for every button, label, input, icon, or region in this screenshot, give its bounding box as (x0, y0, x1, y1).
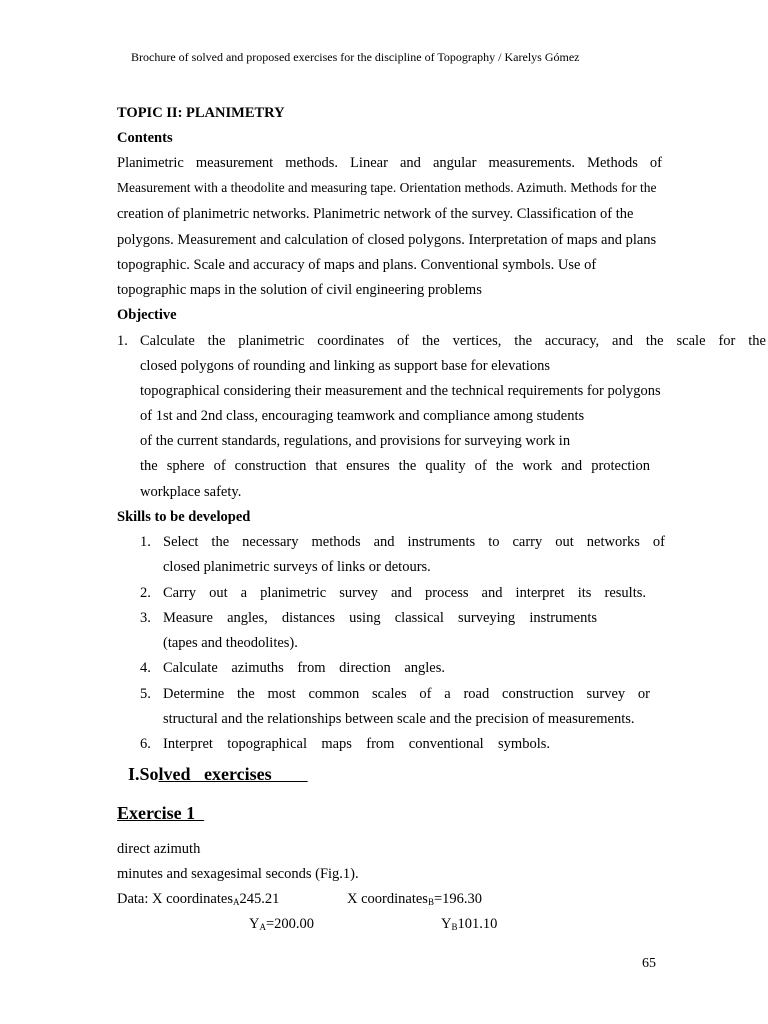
contents-line: creation of planimetric networks. Planimetric network of the survey. Classification of the (117, 206, 634, 222)
ya-value: =200.00 (265, 916, 315, 932)
skill-number: 5. (140, 686, 151, 702)
data-b-label: X coordinates (347, 891, 428, 907)
data-line-b (347, 891, 482, 908)
skills-heading: Skills to be developed (117, 509, 251, 525)
exercise-title: Exercise 1 (117, 803, 205, 823)
skill-line: Carry out a planimetric survey and process and interpret its results. (163, 585, 646, 601)
objective-line: workplace safety. (140, 484, 242, 500)
skill-number: 2. (140, 585, 151, 601)
exercise-line: minutes and sexagesimal seconds (Fig.1). (117, 866, 359, 882)
skill-line: structural and the relationships between scale and the precision of measurements. (163, 711, 635, 727)
skill-line: Determine the most common scales of a road construction survey or (163, 686, 650, 702)
exercise-line: direct azimuth (117, 841, 201, 857)
data-a-value: 245.21 (239, 891, 280, 907)
data-line-a (117, 891, 279, 908)
page-number: 65 (642, 956, 656, 971)
data-label: Data: X coordinates (117, 891, 233, 907)
contents-line: topographic. Scale and accuracy of maps and plans. Conventional symbols. Use of (117, 257, 597, 273)
skill-line: closed planimetric surveys of links or detours. (163, 559, 431, 575)
contents-line: topographic maps in the solution of civil engineering problems (117, 282, 482, 298)
contents-heading: Contents (117, 130, 173, 146)
skill-line: Measure angles, distances using classical surveying instruments (163, 610, 597, 626)
skill-number: 4. (140, 660, 151, 676)
ya-sub: A (259, 922, 266, 932)
yb-sub: B (451, 922, 458, 932)
ya-prefix: Y (249, 916, 260, 932)
objective-line: topographical considering their measurement and the technical requirements for polygons (140, 383, 661, 399)
skill-number: 3. (140, 610, 151, 626)
objective-line: closed polygons of rounding and linking as support base for elevations (140, 358, 550, 374)
skill-number: 1. (140, 534, 151, 550)
objective-number: 1. (117, 333, 128, 349)
objective-line: of 1st and 2nd class, encouraging teamwork and compliance among students (140, 408, 585, 424)
topic-title: TOPIC II: PLANIMETRY (117, 105, 285, 121)
y-line-b (441, 916, 497, 933)
contents-line: Measurement with a theodolite and measuring tape. Orientation methods. Azimuth. Methods for the (117, 180, 657, 195)
objective-line: of the current standards, regulations, and provisions for surveying work in (140, 433, 571, 449)
objective-heading: Objective (117, 307, 177, 323)
data-a-sub: A (232, 897, 240, 907)
objective-line: the sphere of construction that ensures the quality of the work and protection (140, 458, 650, 474)
section-title (128, 764, 308, 785)
skill-line: (tapes and theodolites). (163, 635, 298, 651)
skill-number: 6. (140, 736, 151, 752)
objective-line: Calculate the planimetric coordinates of the vertices, the accuracy, and the scale for the (140, 333, 766, 349)
data-b-sub: B (427, 897, 434, 907)
contents-line: Planimetric measurement methods. Linear and angular measurements. Methods of (117, 155, 662, 171)
yb-prefix: Y (441, 916, 452, 932)
section-title-prefix: I.So (128, 764, 159, 784)
skill-line: Calculate azimuths from direction angles. (163, 660, 445, 676)
page-header: Brochure of solved and proposed exercises for the discipline of Topography / Karelys Gómez (131, 50, 580, 64)
section-title-underlined: lved exercises (158, 764, 308, 784)
yb-value: 101.10 (457, 916, 498, 932)
y-line-a (249, 916, 314, 933)
skill-line: Select the necessary methods and instruments to carry out networks of (163, 534, 665, 550)
contents-line: polygons. Measurement and calculation of closed polygons. Interpretation of maps and plans (117, 232, 657, 248)
skill-line: Interpret topographical maps from conventional symbols. (163, 736, 550, 752)
data-b-value: =196.30 (433, 891, 483, 907)
